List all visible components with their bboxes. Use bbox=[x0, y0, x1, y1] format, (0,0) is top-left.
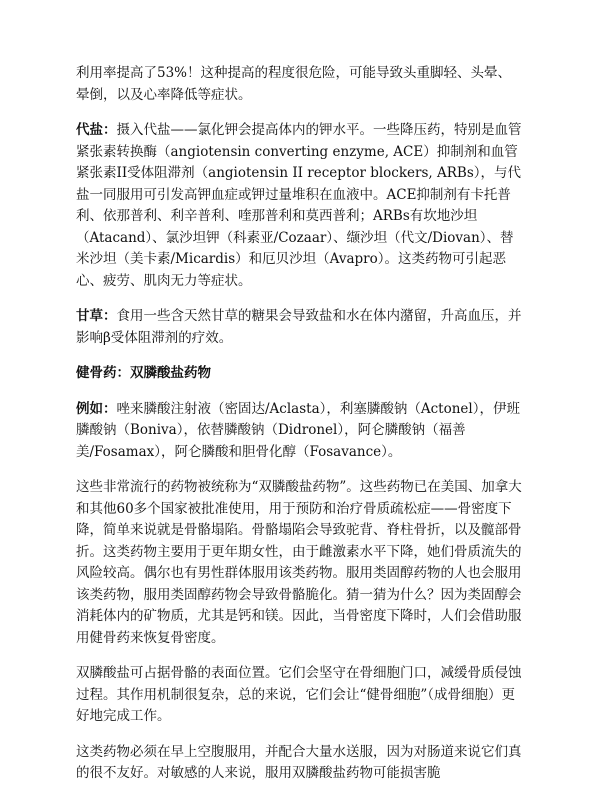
paragraph-text: 食用一些含天然甘草的糖果会导致盐和水在体内潴留，升高血压，并影响β受体阻滞剂的疗效。 bbox=[76, 308, 522, 346]
paragraph-dosing bbox=[76, 742, 524, 785]
paragraph-text: 这类药物必须在早上空腹服用，并配合大量水送服，因为对肠道来说它们真的很不友好。对敏感的人来说，服用双膦酸盐药物可能损害脆 bbox=[76, 743, 522, 781]
paragraph-text: 唑来膦酸注射液（密固达/Aclasta），利塞膦酸钠（Actonel），伊班膦酸钠（Boniva），依替膦酸钠（Didronel），阿仑膦酸钠（福善美/Fosamax），阿仑膦酸和胆骨化醇（Fosavance）。 bbox=[76, 400, 520, 460]
section-heading-text: 健骨药：双膦酸盐药物 bbox=[76, 365, 211, 381]
paragraph-bisphosphonates bbox=[76, 477, 524, 649]
paragraph-examples bbox=[76, 399, 524, 464]
paragraph-lead: 甘草： bbox=[76, 308, 117, 324]
paragraph-text: 摄入代盐——氯化钾会提高体内的钾水平。一些降压药，特别是血管紧张素转换酶（angiotensin converting enzyme, ACE）抑制剂和血管紧张素II受体阻滞剂（angiotensin II receptor blockers, ARBs），与代盐一同服用可引发高钾血症或钾过量堆积在血液中。ACE抑制剂有卡托普利、依那普利、利辛普利、喹那普利和莫西普利；ARBs有坎地沙坦（Atacand）、氯沙坦钾（科素亚/Cozaar）、缬沙坦（代文/Diovan）、替米沙坦（美卡素/Micardis）和厄贝沙坦（Avapro）。这类药物可引起恶心、疲劳、肌肉无力等症状。 bbox=[76, 122, 522, 289]
paragraph-bp-intro bbox=[76, 63, 524, 106]
paragraph-lead: 例如： bbox=[76, 400, 117, 417]
paragraph-text: 这些非常流行的药物被统称为“双膦酸盐药物”。这些药物已在美国、加拿大和其他60多个国家被批准使用，用于预防和治疗骨质疏松症——骨密度下降，简单来说就是骨骼塌陷。骨骼塌陷会导致驼背、脊柱骨折，以及髋部骨折。这类药物主要用于更年期女性，由于雌激素水平下降，她们骨质流失的风险较高。偶尔也有男性群体服用该类药物。服用类固醇药物的人也会服用该类药物，服用类固醇药物会导致骨骼脆化。猜一猜为什么？因为类固醇会消耗体内的矿物质，尤其是钙和镁。因此，当骨密度下降时，人们会借助服用健骨药来恢复骨密度。 bbox=[76, 479, 522, 646]
paragraph-text: 利用率提高了53%！这种提高的程度很危险，可能导致头重脚轻、头晕、晕倒，以及心率降低等症状。 bbox=[76, 65, 512, 103]
paragraph-lead: 代盐： bbox=[76, 122, 117, 138]
paragraph-salt-substitute bbox=[76, 120, 524, 292]
paragraph-text: 双膦酸盐可占据骨骼的表面位置。它们会坚守在骨细胞门口，减缓骨质侵蚀过程。其作用机制很复杂，总的来说，它们会让“健骨细胞”（成骨细胞）更好地完成工作。 bbox=[76, 665, 522, 724]
paragraph-mechanism bbox=[76, 663, 524, 728]
section-heading bbox=[76, 363, 524, 385]
paragraph-licorice bbox=[76, 306, 524, 349]
